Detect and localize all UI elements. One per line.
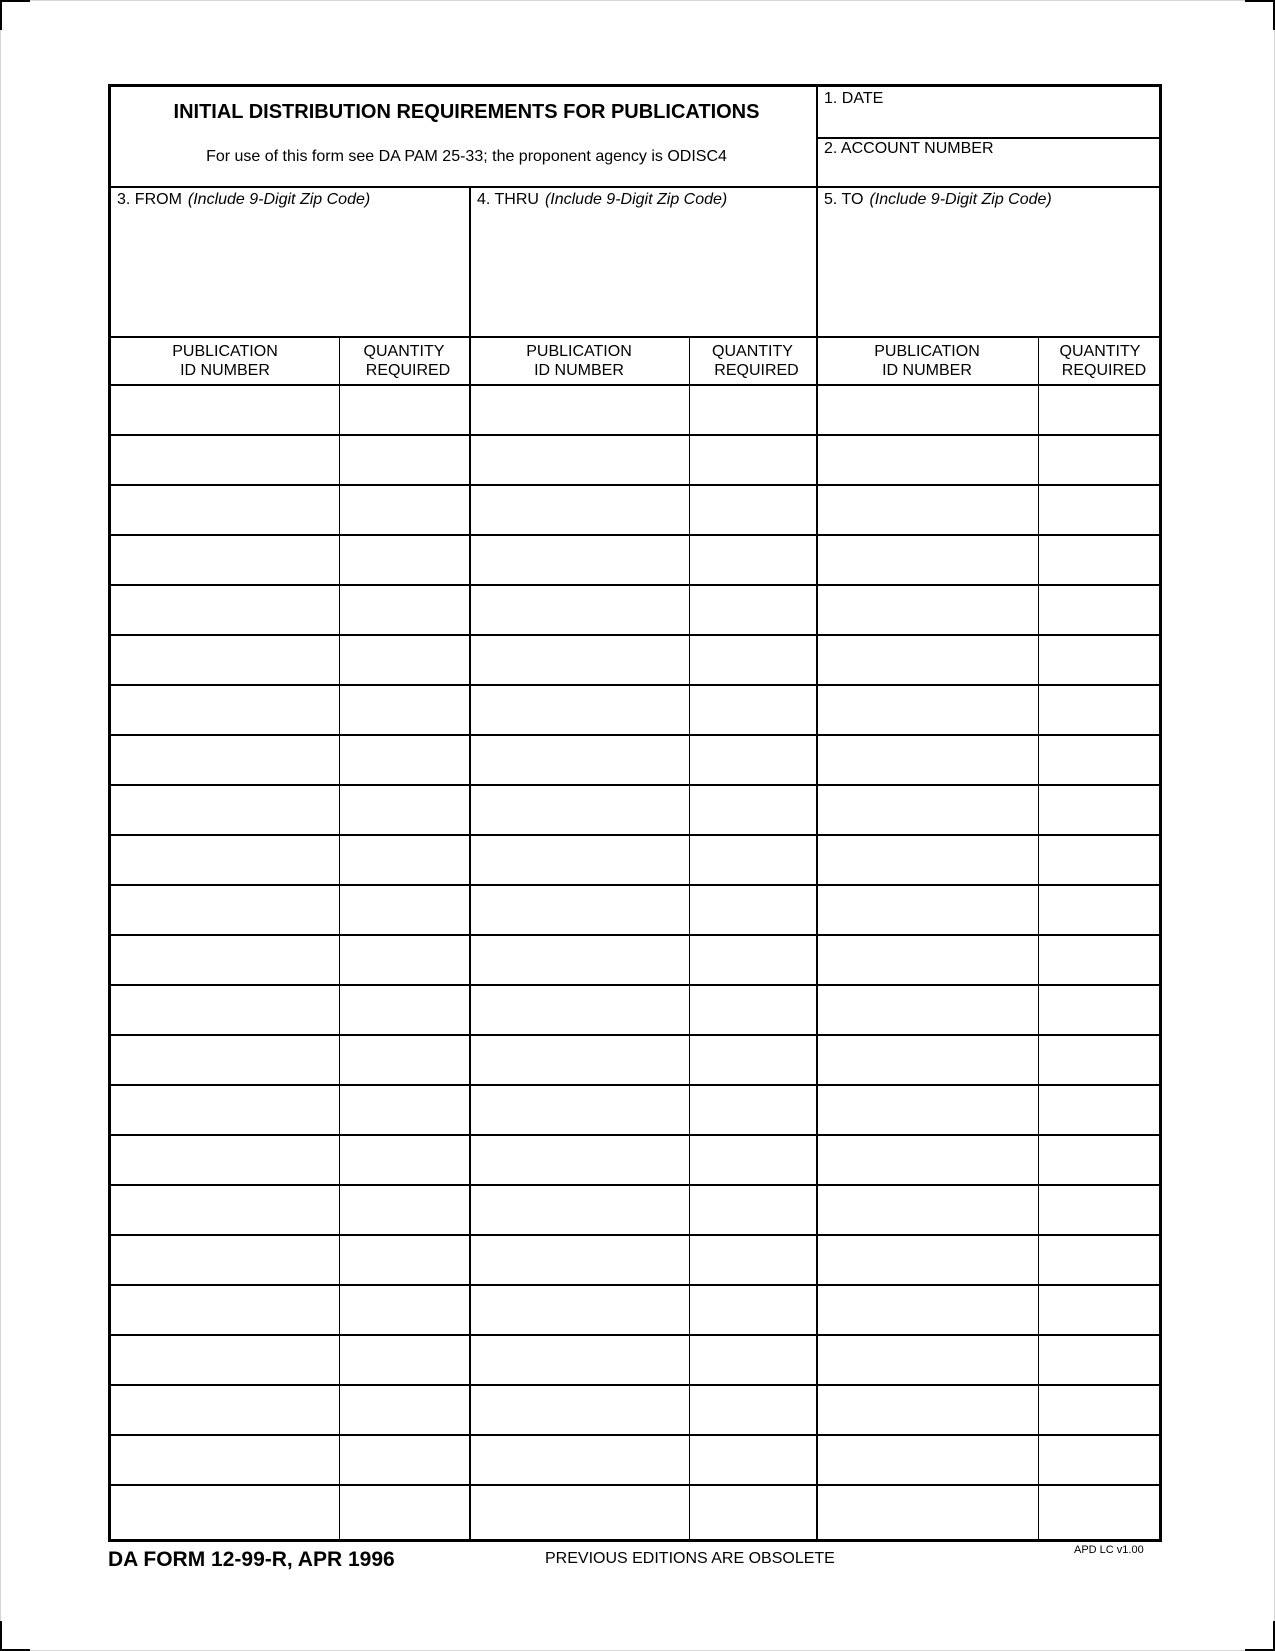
quantity-cell[interactable] [691, 586, 815, 634]
pub-id-cell[interactable] [818, 1236, 1037, 1284]
pub-id-cell[interactable] [818, 1036, 1037, 1084]
pub-id-cell[interactable] [113, 736, 338, 784]
address-bottom-line [111, 336, 1162, 338]
quantity-cell[interactable] [1040, 1136, 1161, 1184]
form-subtitle: For use of this form see DA PAM 25-33; the proponent agency is ODISC4 [206, 148, 727, 165]
quantity-cell[interactable] [691, 436, 815, 484]
quantity-cell[interactable] [341, 886, 468, 934]
form-title: INITIAL DISTRIBUTION REQUIREMENTS FOR PUBLICATIONS [173, 101, 760, 123]
quantity-cell[interactable] [691, 886, 815, 934]
pub-id-cell[interactable] [471, 1036, 688, 1084]
quantity-cell[interactable] [341, 1236, 468, 1284]
pub-id-cell[interactable] [471, 1436, 688, 1484]
pub-id-cell[interactable] [113, 886, 338, 934]
quantity-cell[interactable] [341, 1436, 468, 1484]
quantity-cell[interactable] [691, 636, 815, 684]
crop-mark-top-left-v [0, 0, 2, 30]
date-field[interactable] [819, 111, 1159, 135]
quantity-cell[interactable] [1040, 1436, 1161, 1484]
account-number-label: 2. ACCOUNT NUMBER [824, 140, 994, 157]
quantity-cell[interactable] [691, 686, 815, 734]
quantity-cell[interactable] [691, 786, 815, 834]
pub-id-cell[interactable] [471, 486, 688, 534]
quantity-cell[interactable] [341, 1086, 468, 1134]
pub-id-cell[interactable] [113, 1136, 338, 1184]
column-header-pub-id-3: PUBLICATION ID NUMBER [874, 343, 980, 379]
version-label: APD LC v1.00 [1074, 1544, 1144, 1556]
quantity-cell[interactable] [1040, 736, 1161, 784]
pub-id-cell[interactable] [113, 1236, 338, 1284]
pub-id-cell[interactable] [113, 1036, 338, 1084]
quantity-cell[interactable] [341, 986, 468, 1034]
pub-id-cell[interactable] [113, 536, 338, 584]
pub-id-cell[interactable] [471, 1286, 688, 1334]
column-header-pub-id-1: PUBLICATION ID NUMBER [172, 343, 278, 379]
pub-id-cell[interactable] [471, 536, 688, 584]
quantity-cell[interactable] [341, 536, 468, 584]
quantity-cell[interactable] [1040, 486, 1161, 534]
pub-id-cell[interactable] [471, 1336, 688, 1384]
quantity-cell[interactable] [1040, 686, 1161, 734]
quantity-cell[interactable] [1040, 786, 1161, 834]
quantity-cell[interactable] [1040, 1486, 1161, 1534]
crop-mark-bottom-left-v [0, 1621, 2, 1651]
pub-id-cell[interactable] [818, 836, 1037, 884]
quantity-cell[interactable] [1040, 1036, 1161, 1084]
quantity-cell[interactable] [691, 736, 815, 784]
quantity-cell[interactable] [691, 486, 815, 534]
form-number: DA FORM 12-99-R, APR 1996 [108, 1548, 395, 1571]
pub-id-cell[interactable] [471, 436, 688, 484]
pub-id-cell[interactable] [818, 1186, 1037, 1234]
quantity-cell[interactable] [1040, 1286, 1161, 1334]
quantity-cell[interactable] [1040, 436, 1161, 484]
header-bottom-line [111, 186, 1162, 188]
quantity-cell[interactable] [691, 1236, 815, 1284]
pub-id-cell[interactable] [818, 1286, 1037, 1334]
quantity-cell[interactable] [341, 1186, 468, 1234]
pub-id-cell[interactable] [471, 586, 688, 634]
date-label: 1. DATE [824, 90, 884, 107]
pub-id-cell[interactable] [113, 936, 338, 984]
pub-id-cell[interactable] [471, 1136, 688, 1184]
pub-id-cell[interactable] [113, 386, 338, 434]
pub-id-cell[interactable] [818, 886, 1037, 934]
editions-note: PREVIOUS EDITIONS ARE OBSOLETE [545, 1550, 835, 1567]
pub-id-cell[interactable] [471, 1236, 688, 1284]
pub-id-cell[interactable] [818, 786, 1037, 834]
quantity-cell[interactable] [1040, 936, 1161, 984]
from-address-field[interactable] [114, 211, 466, 333]
pub-id-cell[interactable] [113, 436, 338, 484]
thru-address-field[interactable] [473, 211, 813, 333]
quantity-cell[interactable] [341, 1386, 468, 1434]
pub-id-cell[interactable] [471, 736, 688, 784]
quantity-cell[interactable] [341, 936, 468, 984]
quantity-cell[interactable] [341, 1136, 468, 1184]
thru-label: 4. THRU (Include 9-Digit Zip Code) [477, 191, 728, 208]
pub-id-cell[interactable] [818, 936, 1037, 984]
quantity-cell[interactable] [691, 936, 815, 984]
quantity-cell[interactable] [341, 636, 468, 684]
pub-id-cell[interactable] [818, 586, 1037, 634]
pub-id-cell[interactable] [113, 1286, 338, 1334]
quantity-cell[interactable] [691, 1436, 815, 1484]
pub-id-cell[interactable] [113, 486, 338, 534]
quantity-cell[interactable] [341, 386, 468, 434]
pub-id-cell[interactable] [471, 1386, 688, 1434]
quantity-cell[interactable] [341, 1486, 468, 1534]
quantity-cell[interactable] [691, 536, 815, 584]
pub-id-cell[interactable] [113, 686, 338, 734]
pub-id-cell[interactable] [818, 486, 1037, 534]
pub-id-cell[interactable] [471, 386, 688, 434]
pub-id-cell[interactable] [113, 636, 338, 684]
quantity-cell[interactable] [1040, 1336, 1161, 1384]
pub-id-cell[interactable] [471, 1186, 688, 1234]
quantity-cell[interactable] [341, 586, 468, 634]
pub-id-cell[interactable] [818, 686, 1037, 734]
quantity-cell[interactable] [341, 736, 468, 784]
quantity-cell[interactable] [691, 1386, 815, 1434]
quantity-cell[interactable] [341, 486, 468, 534]
pub-id-cell[interactable] [113, 1486, 338, 1534]
to-label: 5. TO (Include 9-Digit Zip Code) [824, 191, 1052, 208]
pub-id-cell[interactable] [818, 636, 1037, 684]
quantity-cell[interactable] [1040, 986, 1161, 1034]
quantity-cell[interactable] [1040, 1086, 1161, 1134]
pub-id-cell[interactable] [113, 836, 338, 884]
quantity-cell[interactable] [691, 986, 815, 1034]
pub-id-cell[interactable] [471, 1486, 688, 1534]
from-label: 3. FROM (Include 9-Digit Zip Code) [117, 191, 371, 208]
quantity-cell[interactable] [1040, 536, 1161, 584]
crop-mark-top-left [0, 0, 30, 2]
pub-id-cell[interactable] [471, 686, 688, 734]
pub-id-cell[interactable] [471, 1086, 688, 1134]
column-header-qty-1: QUANTITY REQUIRED [363, 343, 451, 379]
column-header-qty-3: QUANTITY REQUIRED [1059, 343, 1147, 379]
quantity-cell[interactable] [1040, 1186, 1161, 1234]
pub-id-cell[interactable] [818, 1386, 1037, 1434]
pub-id-cell[interactable] [818, 1486, 1037, 1534]
pub-id-cell[interactable] [471, 836, 688, 884]
quantity-cell[interactable] [691, 1486, 815, 1534]
quantity-cell[interactable] [1040, 636, 1161, 684]
quantity-cell[interactable] [691, 1136, 815, 1184]
column-divider-5 [1038, 337, 1039, 1542]
pub-id-cell[interactable] [818, 736, 1037, 784]
quantity-cell[interactable] [691, 1036, 815, 1084]
quantity-cell[interactable] [691, 1286, 815, 1334]
to-address-field[interactable] [819, 211, 1159, 333]
column-header-pub-id-2: PUBLICATION ID NUMBER [526, 343, 632, 379]
crop-mark-top-right [1245, 0, 1275, 2]
pub-id-cell[interactable] [471, 886, 688, 934]
pub-id-cell[interactable] [818, 986, 1037, 1034]
pub-id-cell[interactable] [113, 586, 338, 634]
quantity-cell[interactable] [691, 836, 815, 884]
quantity-cell[interactable] [341, 836, 468, 884]
column-divider-1 [339, 337, 340, 1542]
quantity-cell[interactable] [341, 1286, 468, 1334]
column-divider-3 [689, 337, 690, 1542]
pub-id-cell[interactable] [818, 386, 1037, 434]
quantity-cell[interactable] [1040, 1236, 1161, 1284]
pub-id-cell[interactable] [818, 1436, 1037, 1484]
quantity-cell[interactable] [1040, 836, 1161, 884]
pub-id-cell[interactable] [113, 1436, 338, 1484]
quantity-cell[interactable] [1040, 586, 1161, 634]
quantity-cell[interactable] [341, 786, 468, 834]
quantity-cell[interactable] [691, 386, 815, 434]
pub-id-cell[interactable] [113, 1336, 338, 1384]
quantity-cell[interactable] [341, 436, 468, 484]
quantity-cell[interactable] [1040, 886, 1161, 934]
pub-id-cell[interactable] [818, 536, 1037, 584]
pub-id-cell[interactable] [471, 986, 688, 1034]
pub-id-cell[interactable] [113, 1186, 338, 1234]
pub-id-cell[interactable] [113, 1386, 338, 1434]
quantity-cell[interactable] [341, 1036, 468, 1084]
quantity-cell[interactable] [691, 1086, 815, 1134]
quantity-cell[interactable] [341, 686, 468, 734]
pub-id-cell[interactable] [818, 1086, 1037, 1134]
pub-id-cell[interactable] [113, 986, 338, 1034]
pub-id-cell[interactable] [818, 436, 1037, 484]
pub-id-cell[interactable] [471, 936, 688, 984]
distribution-form [108, 84, 1162, 1542]
quantity-cell[interactable] [691, 1186, 815, 1234]
pub-id-cell[interactable] [471, 786, 688, 834]
pub-id-cell[interactable] [113, 1086, 338, 1134]
column-header-qty-2: QUANTITY REQUIRED [712, 343, 799, 379]
quantity-cell[interactable] [1040, 386, 1161, 434]
pub-id-cell[interactable] [113, 786, 338, 834]
account-number-field[interactable] [819, 161, 1159, 185]
date-account-divider [816, 137, 1162, 139]
pub-id-cell[interactable] [818, 1336, 1037, 1384]
pub-id-cell[interactable] [471, 636, 688, 684]
quantity-cell[interactable] [341, 1336, 468, 1384]
quantity-cell[interactable] [691, 1336, 815, 1384]
pub-id-cell[interactable] [818, 1136, 1037, 1184]
quantity-cell[interactable] [1040, 1386, 1161, 1434]
